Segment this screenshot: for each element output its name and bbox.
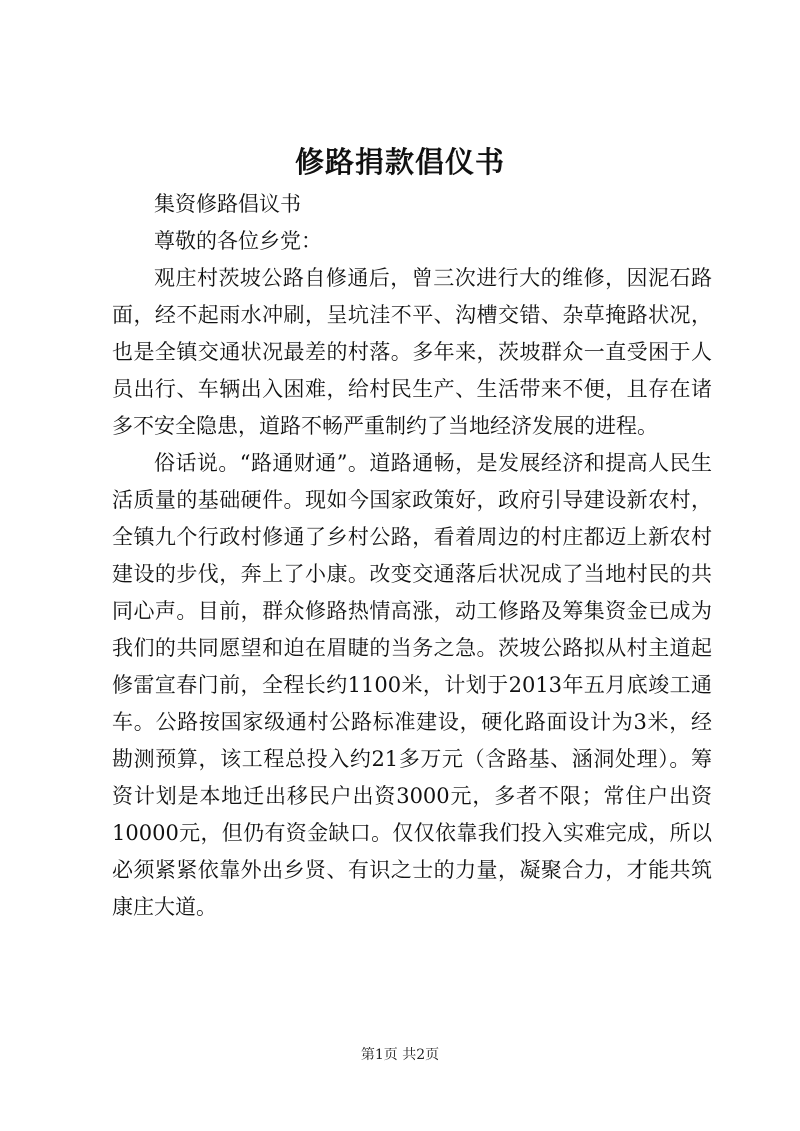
document-body [112, 186, 712, 926]
paragraph-proposal: 俗话说。“路通财通”。道路通畅，是发展经济和提高人民生活质量的基础硬件。现如今国家政策好，政府引导建设新农村，全镇九个行政村修通了乡村公路，看着周边的村庄都迈上新农村建设的步伐，奔上了小康。改变交通落后状况成了当地村民的共同心声。目前，群众修路热情高涨，动工修路及筹集资金已成为我们的共同愿望和迫在眉睫的当务之急。茨坡公路拟从村主道起修雷宣春门前，全程长约1100米，计划于2013年五月底竣工通车。公路按国家级通村公路标准建设，硬化路面设计为3米，经勘测预算，该工程总投入约21多万元（含路基、涵洞处理）。筹资计划是本地迁出移民户出资3000元，多者不限；常住户出资10000元，但仍有资金缺口。仅仅依靠我们投入实难完成，所以必须紧紧依靠外出乡贤、有识之士的力量，凝聚合力，才能共筑康庄大道。 [112, 451, 712, 919]
page-footer: 第1页 共2页 [360, 1047, 440, 1063]
paragraph-situation: 观庄村茨坡公路自修通后，曾三次进行大的维修，因泥石路面，经不起雨水冲刷，呈坑洼不平、沟槽交错、杂草掩路状况，也是全镇交通状况最差的村落。多年来，茨坡群众一直受困于人员出行、车辆出入困难，给村民生产、生活带来不便，且存在诸多不安全隐患，道路不畅严重制约了当地经济发展的进程。 [112, 266, 712, 438]
document-title: 修路捐款倡仪书 [294, 145, 505, 179]
paragraph-salutation: 尊敬的各位乡党： [154, 229, 322, 253]
paragraph-heading: 集资修路倡议书 [154, 192, 301, 216]
